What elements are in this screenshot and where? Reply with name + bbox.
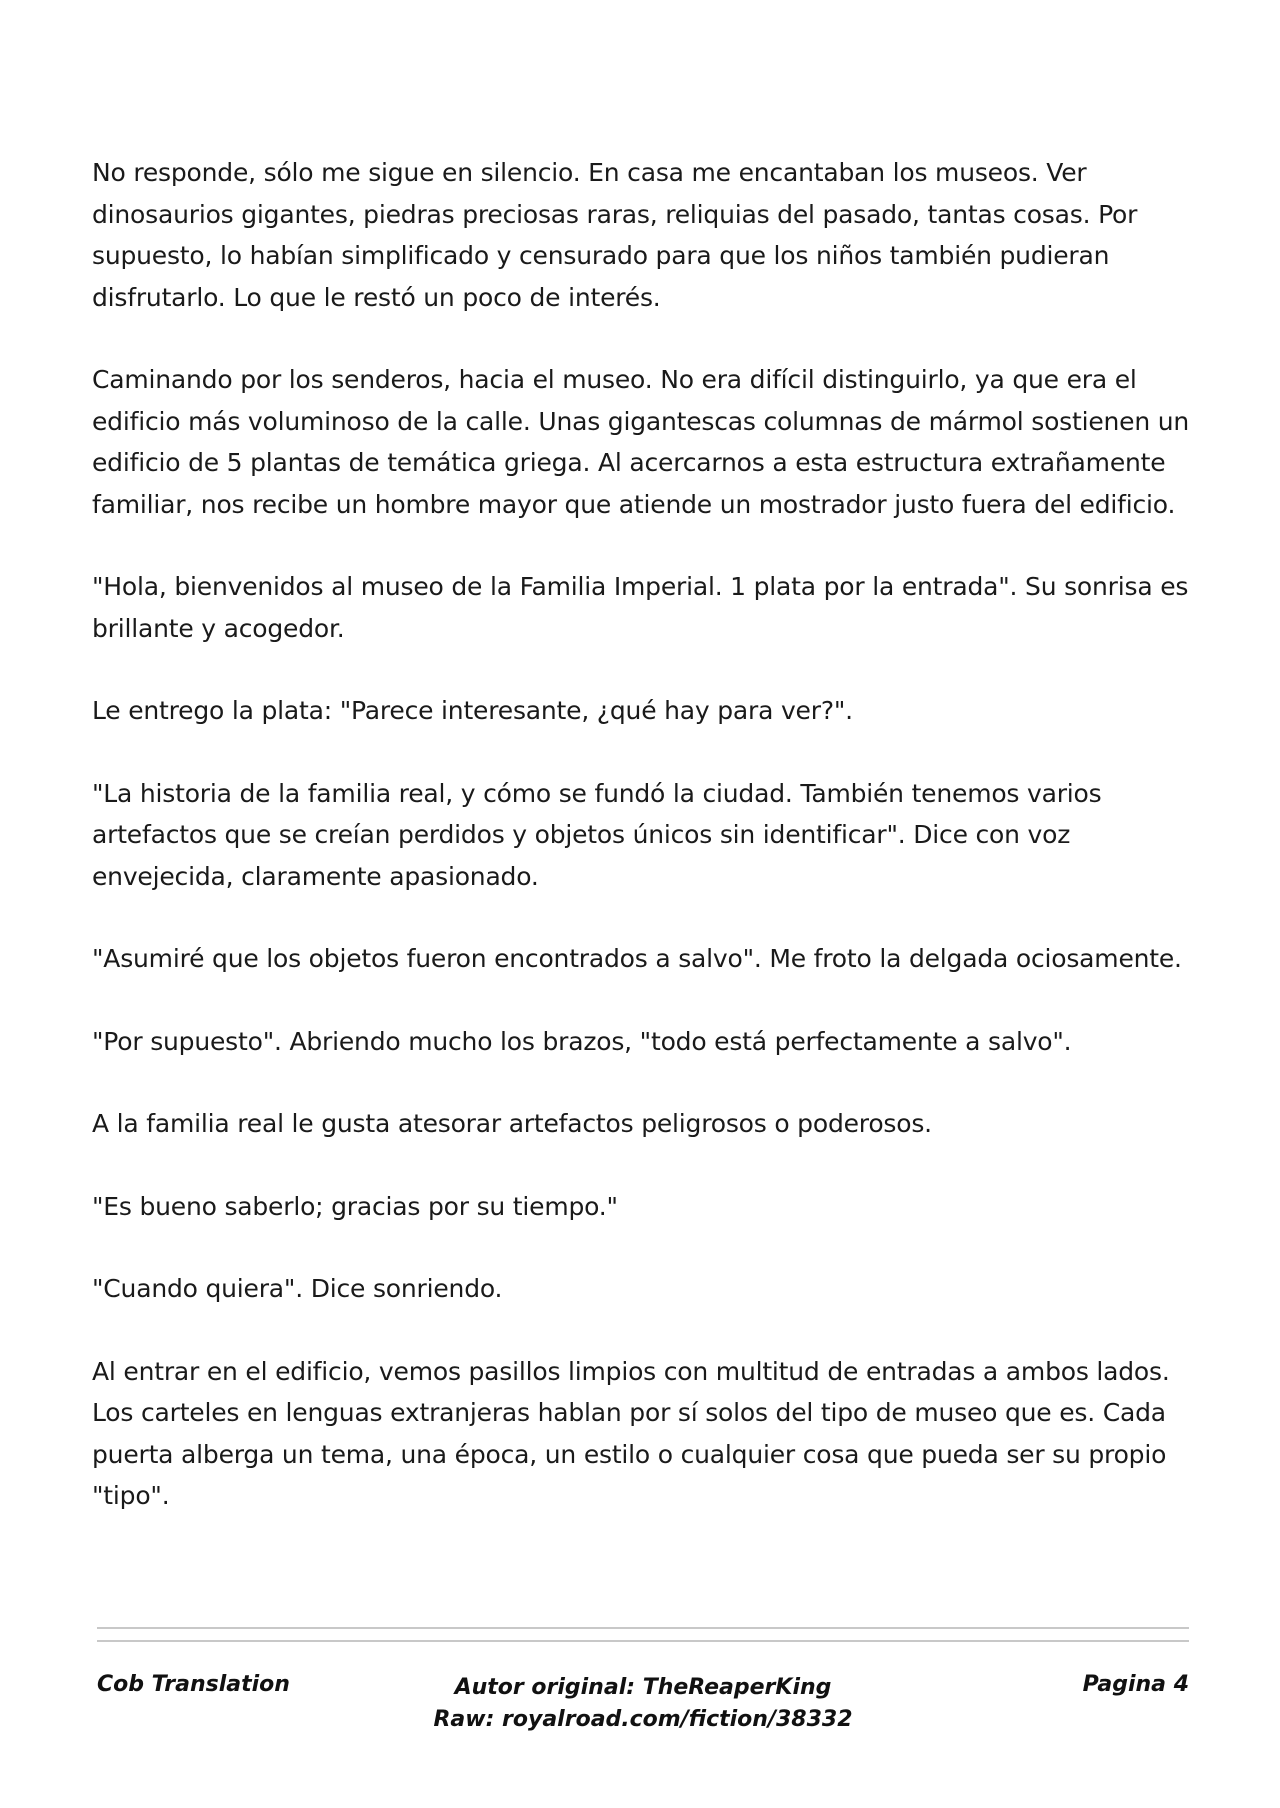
- paragraph: No responde, sólo me sigue en silencio. En casa me encantaban los museos. Ver dinosaurios gigantes, piedras preciosas raras, reliquias del pasado, tantas cosas. Por supuesto, lo habían simplificado y censurado para que los niños también pudieran disfrutarlo. Lo que le restó un poco de interés.: [92, 158, 1138, 312]
- footer-divider-top: [97, 1627, 1189, 1629]
- paragraph: "Es bueno saberlo; gracias por su tiempo.": [92, 1191, 618, 1221]
- footer-translator: Cob Translation: [97, 1672, 290, 1697]
- footer-raw-source: Raw: royalroad.com/fiction/38332: [433, 1707, 853, 1732]
- paragraph: Caminando por los senderos, hacia el museo. No era difícil distinguirlo, ya que era el edificio más voluminoso de la calle. Unas gigantescas columnas de mármol sostienen un edificio de 5 plantas de temática griega. Al acercarnos a esta estructura extrañamente familiar, nos recibe un hombre mayor que atiende un mostrador justo fuera del edificio.: [92, 365, 1190, 519]
- paragraph: "Cuando quiera". Dice sonriendo.: [92, 1274, 503, 1303]
- paragraph: "Por supuesto". Abriendo mucho los brazos, "todo está perfectamente a salvo".: [92, 1026, 1072, 1056]
- footer-credits: [97, 1672, 1189, 1736]
- footer-original-author: Autor original: TheReaperKing: [454, 1675, 832, 1700]
- footer-page-number: Pagina 4: [1082, 1672, 1189, 1697]
- paragraph: "Asumiré que los objetos fueron encontrados a salvo". Me froto la delgada ociosamente.: [92, 944, 1182, 973]
- page-footer: [97, 1672, 1189, 1752]
- paragraph: "La historia de la familia real, y cómo se fundó la ciudad. También tenemos varios artefactos que se creían perdidos y objetos únicos sin identificar". Dice con voz envejecida, claramente apasionado.: [92, 778, 1102, 891]
- paragraph: Al entrar en el edificio, vemos pasillos limpios con multitud de entradas a ambos lados. Los carteles en lenguas extranjeras hablan por sí solos del tipo de museo que es. Cada puerta alberga un tema, una época, un estilo o cualquier cosa que pueda ser su propio "tipo".: [92, 1356, 1170, 1510]
- footer-divider-bottom: [97, 1640, 1189, 1642]
- paragraph: A la familia real le gusta atesorar artefactos peligrosos o poderosos.: [92, 1109, 932, 1138]
- body-text: [92, 152, 1200, 1558]
- paragraph: "Hola, bienvenidos al museo de la Familia Imperial. 1 plata por la entrada". Su sonrisa es brillante y acogedor.: [92, 572, 1189, 643]
- paragraph: Le entrego la plata: "Parece interesante, ¿qué hay para ver?".: [92, 696, 853, 725]
